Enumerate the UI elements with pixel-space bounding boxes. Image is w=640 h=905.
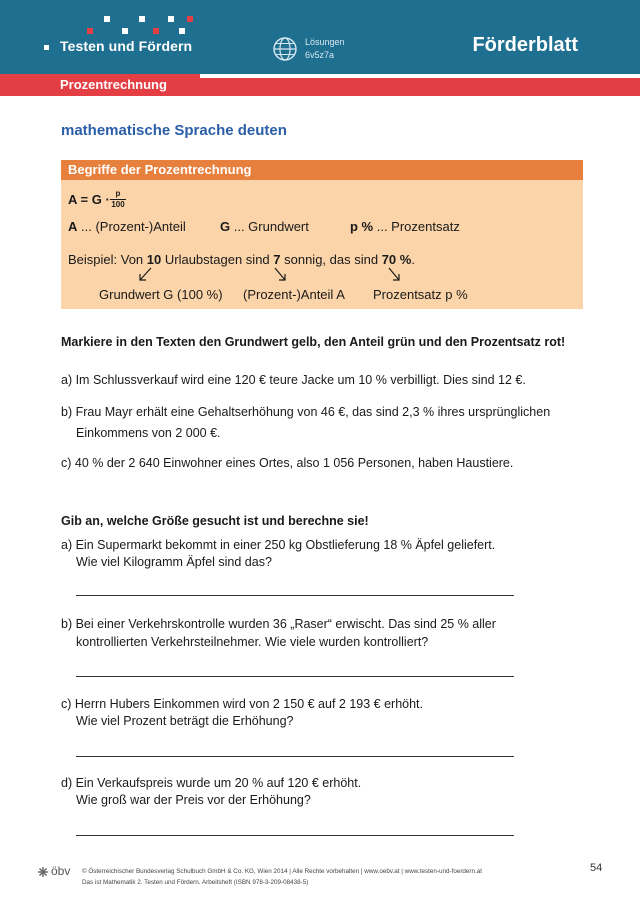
example-value: 7 xyxy=(273,252,281,267)
formula-fraction xyxy=(110,189,126,210)
copyright-line: © Österreichischer Bundesverlag Schulbuch GmbH & Co. KG, Wien 2014 | Alle Rechte vorbehalten | www.oebv.at | www.testen-und-foerdern.at xyxy=(82,868,483,875)
task1-item-b-cont: Einkommens von 2 000 €. xyxy=(76,426,221,440)
example-text: Urlaubstagen sind xyxy=(161,252,274,267)
task2-item-a: a) Ein Supermarkt bekommt in einer 250 kg Obstlieferung 18 % Äpfel geliefert. xyxy=(61,538,496,552)
arrow-icon xyxy=(136,266,154,284)
decor-square xyxy=(122,28,128,34)
task2-item-d-cont: Wie groß war der Preis vor der Erhöhung? xyxy=(76,793,311,807)
label-anteil: (Prozent-)Anteil A xyxy=(243,287,345,302)
decor-square xyxy=(153,28,159,34)
term-anteil xyxy=(68,219,186,234)
example-text: Beispiel: Von xyxy=(68,252,147,267)
publisher-logo-icon xyxy=(37,866,49,878)
formula-denominator: 100 xyxy=(111,200,125,209)
term-prozentsatz xyxy=(350,219,460,234)
answer-line[interactable] xyxy=(76,835,514,836)
term-text: ... Prozentsatz xyxy=(373,219,460,234)
topic-bar-gap xyxy=(200,74,640,78)
term-symbol: A xyxy=(68,219,78,234)
solutions-code[interactable]: 6v5z7a xyxy=(305,50,335,60)
example-value: 70 % xyxy=(381,252,412,267)
example-text: sonnig, das sind xyxy=(280,252,382,267)
brand-bullet xyxy=(44,45,49,50)
task1-item-c: c) 40 % der 2 640 Einwohner eines Ortes, also 1 056 Personen, haben Haustiere. xyxy=(61,456,514,470)
term-text: ... Grundwert xyxy=(230,219,309,234)
page-number: 54 xyxy=(590,862,603,874)
task1-instruction: Markiere in den Texten den Grundwert gelb, den Anteil grün und den Prozentsatz rot! xyxy=(61,335,566,349)
term-symbol: p % xyxy=(350,219,374,234)
task1-item-b: b) Frau Mayr erhält eine Gehaltserhöhung von 46 €, das sind 2,3 % ihres ursprünglichen xyxy=(61,405,551,419)
brand-name: Testen und Fördern xyxy=(60,38,193,54)
answer-line[interactable] xyxy=(76,595,514,596)
decor-square xyxy=(187,16,193,22)
decor-square xyxy=(179,28,185,34)
decor-square xyxy=(139,16,145,22)
formula-text: A = G · xyxy=(68,192,110,207)
task2-item-c: c) Herrn Hubers Einkommen wird von 2 150 € auf 2 193 € erhöht. xyxy=(61,697,423,711)
label-grundwert: Grundwert G (100 %) xyxy=(99,287,223,302)
example-value: 10 xyxy=(146,252,162,267)
term-symbol: G xyxy=(220,219,231,234)
answer-line[interactable] xyxy=(76,676,514,677)
term-grundwert xyxy=(220,219,309,234)
decor-square xyxy=(104,16,110,22)
example-sentence xyxy=(68,252,415,267)
publisher-logo: öbv xyxy=(51,864,71,878)
task2-item-b-cont: kontrollierten Verkehrsteilnehmer. Wie viele wurden kontrolliert? xyxy=(76,635,429,649)
task2-item-c-cont: Wie viel Prozent beträgt die Erhöhung? xyxy=(76,714,294,728)
topic-label: Prozentrechnung xyxy=(60,77,167,92)
book-reference: Das ist Mathematik 2. Testen und Fördern. Arbeitsheft (ISBN 978-3-209-08438-5) xyxy=(82,879,309,886)
arrow-icon xyxy=(386,266,404,284)
answer-line[interactable] xyxy=(76,756,514,757)
arrow-icon xyxy=(272,266,290,284)
example-text: . xyxy=(411,252,415,267)
label-prozentsatz: Prozentsatz p % xyxy=(373,287,468,302)
task2-instruction: Gib an, welche Größe gesucht ist und berechne sie! xyxy=(61,514,369,528)
formula-numerator: p xyxy=(115,189,121,198)
sheet-title: Förderblatt xyxy=(472,34,578,56)
task1-item-a: a) Im Schlussverkauf wird eine 120 € teure Jacke um 10 % verbilligt. Dies sind 12 €. xyxy=(61,373,526,387)
task2-item-a-cont: Wie viel Kilogramm Äpfel sind das? xyxy=(76,555,272,569)
globe-icon[interactable] xyxy=(272,36,298,62)
term-text: ... (Prozent-)Anteil xyxy=(77,219,186,234)
task2-item-b: b) Bei einer Verkehrskontrolle wurden 36 „Raser“ erwischt. Das sind 25 % aller xyxy=(61,617,496,631)
decor-square xyxy=(168,16,174,22)
decor-square xyxy=(87,28,93,34)
definition-box-title: Begriffe der Prozentrechnung xyxy=(68,162,252,177)
task2-item-d: d) Ein Verkaufspreis wurde um 20 % auf 120 € erhöht. xyxy=(61,776,362,790)
section-title: mathematische Sprache deuten xyxy=(61,122,287,139)
solutions-label[interactable]: Lösungen xyxy=(305,37,345,47)
